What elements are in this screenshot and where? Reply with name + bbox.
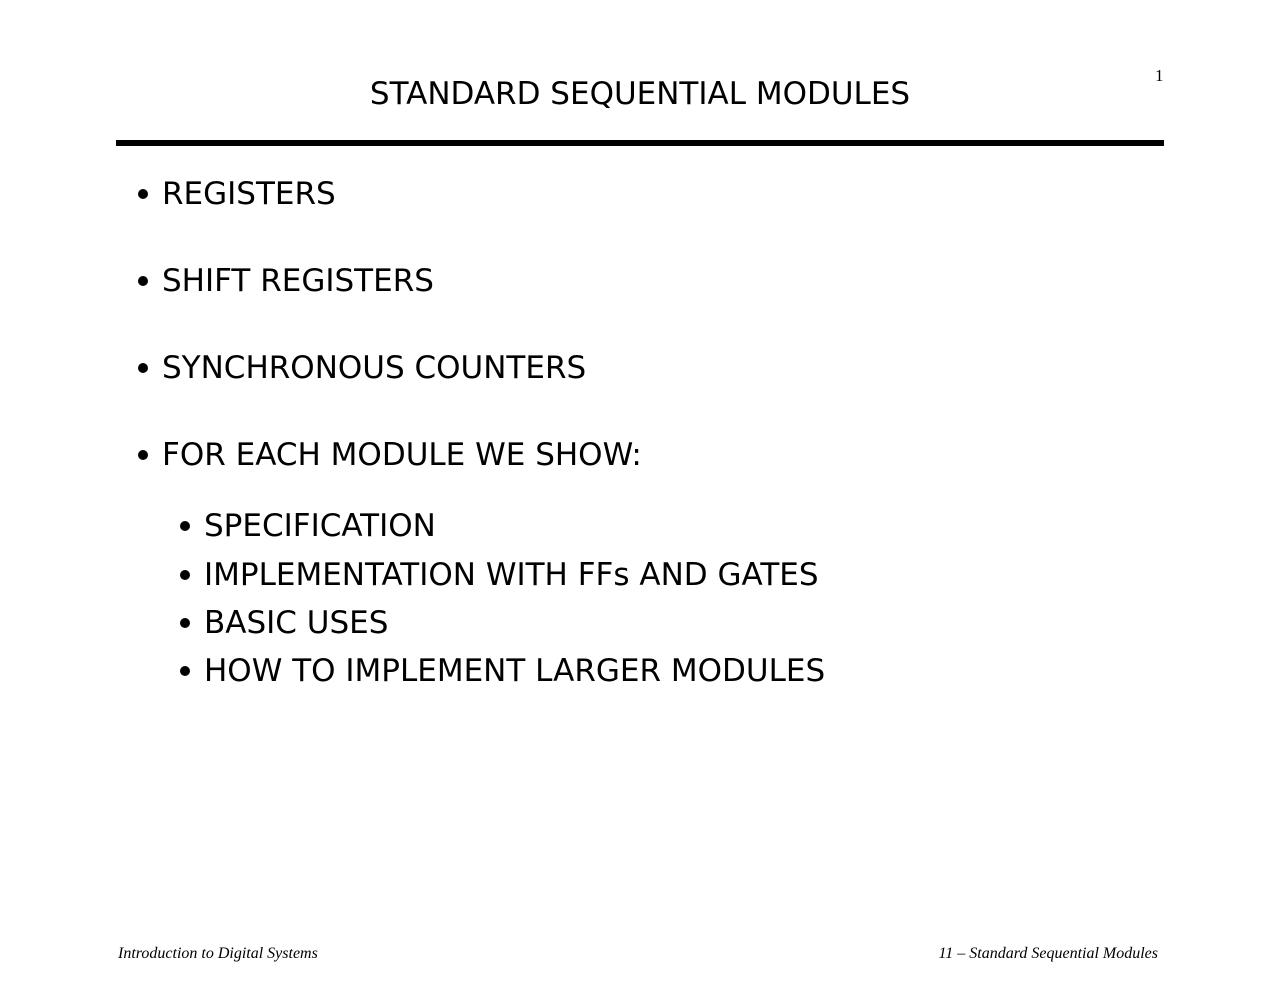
- bullet-text: SYNCHRONOUS COUNTERS: [162, 350, 587, 386]
- title-rule: [116, 140, 1164, 146]
- sub-bullet-text: IMPLEMENTATION WITH FFs AND GATES: [204, 557, 819, 593]
- bullet-text: SHIFT REGISTERS: [162, 263, 434, 299]
- sub-bullet-text: BASIC USES: [204, 605, 389, 641]
- bullet-item-for-each-module: [138, 435, 642, 475]
- bullet-item-registers: [138, 174, 336, 214]
- bullet-icon: [138, 363, 148, 373]
- footer-chapter-title: 11 – Standard Sequential Modules: [938, 945, 1158, 962]
- sub-bullet-item-basic-uses: [180, 603, 388, 643]
- footer-course-title: Introduction to Digital Systems: [118, 945, 318, 962]
- sub-bullet-text: SPECIFICATION: [204, 508, 436, 544]
- bullet-icon: [180, 666, 190, 676]
- bullet-icon: [138, 276, 148, 286]
- sub-bullet-text: HOW TO IMPLEMENT LARGER MODULES: [204, 653, 826, 689]
- bullet-text: REGISTERS: [162, 176, 336, 212]
- bullet-icon: [180, 521, 190, 531]
- slide-title: STANDARD SEQUENTIAL MODULES: [369, 76, 911, 112]
- bullet-item-synchronous-counters: [138, 348, 586, 388]
- sub-bullet-item-specification: [180, 506, 436, 546]
- sub-bullet-item-implementation: [180, 555, 819, 595]
- bullet-icon: [138, 450, 148, 460]
- bullet-text: FOR EACH MODULE WE SHOW:: [162, 437, 642, 473]
- page-number: 1: [1155, 66, 1164, 85]
- bullet-icon: [138, 189, 148, 199]
- bullet-item-shift-registers: [138, 261, 434, 301]
- bullet-icon: [180, 570, 190, 580]
- bullet-icon: [180, 618, 190, 628]
- sub-bullet-item-larger-modules: [180, 651, 825, 691]
